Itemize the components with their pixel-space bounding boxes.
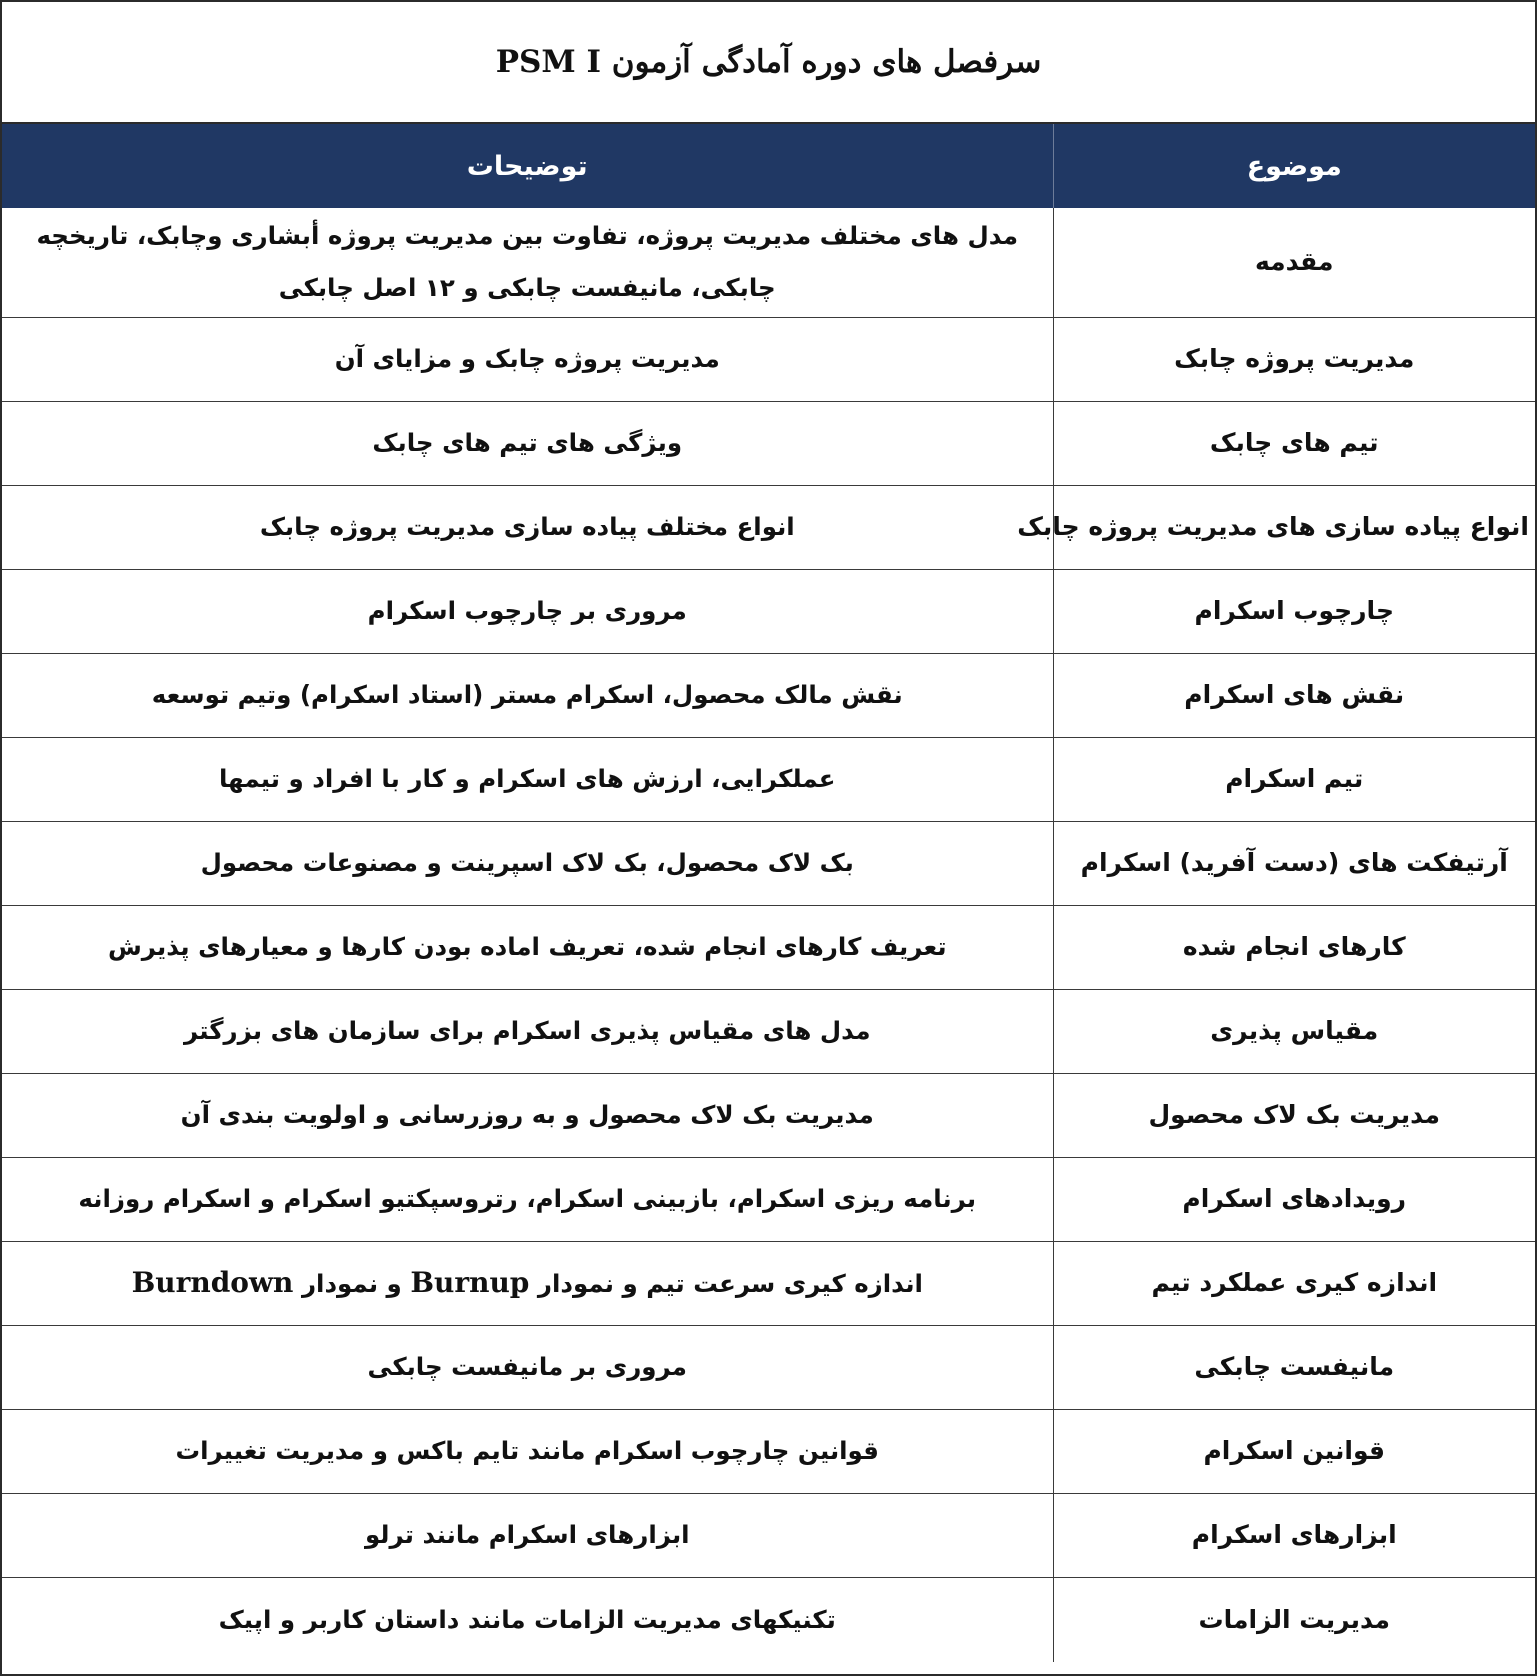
description-cell: برنامه ریزی اسکرام، بازبینی اسکرام، رتروسپکتیو اسکرام و اسکرام روزانه <box>2 1157 1053 1241</box>
description-cell: بک لاک محصول، بک لاک اسپرینت و مصنوعات محصول <box>2 821 1053 905</box>
topic-cell: ابزارهای اسکرام <box>1053 1493 1535 1577</box>
description-cell: مروری بر مانیفست چابکی <box>2 1325 1053 1409</box>
description-cell: تکنیکهای مدیریت الزامات مانند داستان کاربر و اپیک <box>218 1604 836 1634</box>
description-text: اندازه کیری سرعت تیم و نمودار <box>537 1268 923 1298</box>
description-cell: ابزارهای اسکرام مانند ترلو <box>2 1493 1053 1577</box>
course-outline-table <box>2 124 1535 1662</box>
table-row <box>2 737 1535 821</box>
topic-cell: چارچوب اسکرام <box>1053 569 1535 653</box>
topic-cell: مقیاس پذیری <box>1053 989 1535 1073</box>
description-cell: ویژگی های تیم های چابک <box>2 401 1053 485</box>
table-row <box>2 401 1535 485</box>
burndown-term: Burndown <box>131 1265 294 1299</box>
table-row <box>2 1409 1535 1493</box>
description-cell <box>2 1241 1053 1325</box>
description-cell: انواع مختلف پیاده سازی مدیریت پروژه چابک <box>2 485 1053 569</box>
topic-cell: مدیریت پروژه چابک <box>1053 317 1535 401</box>
column-header-description: توضیحات <box>2 124 1053 208</box>
burnup-term: Burnup <box>410 1265 530 1299</box>
table-row <box>2 485 1535 569</box>
topic-cell: تیم اسکرام <box>1053 737 1535 821</box>
table-row <box>2 1325 1535 1409</box>
table-row <box>2 317 1535 401</box>
table-row <box>2 1241 1535 1325</box>
description-cell: عملکرایی، ارزش های اسکرام و کار با افراد و تیمها <box>2 737 1053 821</box>
description-cell: مدیریت پروژه چابک و مزایای آن <box>2 317 1053 401</box>
table-row <box>2 905 1535 989</box>
column-header-topic: موضوع <box>1053 124 1535 208</box>
topic-cell: اندازه کیری عملکرد تیم <box>1053 1241 1535 1325</box>
document-title: سرفصل های دوره آمادگی آزمون PSM I <box>2 2 1535 124</box>
topic-cell: مانیفست چابکی <box>1053 1325 1535 1409</box>
table-row <box>2 569 1535 653</box>
table-header-row <box>2 124 1535 208</box>
topic-cell: انواع پیاده سازی های مدیریت پروژه چابک <box>1053 485 1535 569</box>
table-row <box>2 989 1535 1073</box>
topic-cell: آرتیفکت های (دست آفرید) اسکرام <box>1053 821 1535 905</box>
topic-cell: نقش های اسکرام <box>1053 653 1535 737</box>
description-cell: مدل های مختلف مدیریت پروژه، تفاوت بین مدیریت پروژه أبشاری وچابک، تاریخچه چابکی، مانیفست چابکی و ۱۲ اصل چابکی <box>2 208 1053 317</box>
description-cell: مروری بر چارچوب اسکرام <box>2 569 1053 653</box>
description-text: و نمودار <box>301 1268 402 1298</box>
table-row <box>2 1157 1535 1241</box>
description-cell: قوانین چارچوب اسکرام مانند تایم باکس و مدیریت تغییرات <box>2 1409 1053 1493</box>
topic-cell: مقدمه <box>1053 208 1535 317</box>
table-row <box>2 1073 1535 1157</box>
topic-cell: کارهای انجام شده <box>1053 905 1535 989</box>
description-cell: نقش مالک محصول، اسکرام مستر (استاد اسکرام) وتیم توسعه <box>2 653 1053 737</box>
table-row <box>2 653 1535 737</box>
topic-cell: مدیریت بک لاک محصول <box>1053 1073 1535 1157</box>
table-row <box>2 821 1535 905</box>
topic-cell: رویدادهای اسکرام <box>1053 1157 1535 1241</box>
table-row <box>2 208 1535 317</box>
description-cell: مدیریت بک لاک محصول و به روزرسانی و اولویت بندی آن <box>2 1073 1053 1157</box>
topic-cell: قوانین اسکرام <box>1053 1409 1535 1493</box>
table-row <box>2 1577 1535 1662</box>
topic-cell: تیم های چابک <box>1053 401 1535 485</box>
description-cell: تعریف کارهای انجام شده، تعریف اماده بودن کارها و معیارهای پذیرش <box>2 905 1053 989</box>
description-cell: مدل های مقیاس پذیری اسکرام برای سازمان های بزرگتر <box>2 989 1053 1073</box>
table-row <box>2 1493 1535 1577</box>
topic-cell: مدیریت الزامات <box>1053 1577 1535 1662</box>
